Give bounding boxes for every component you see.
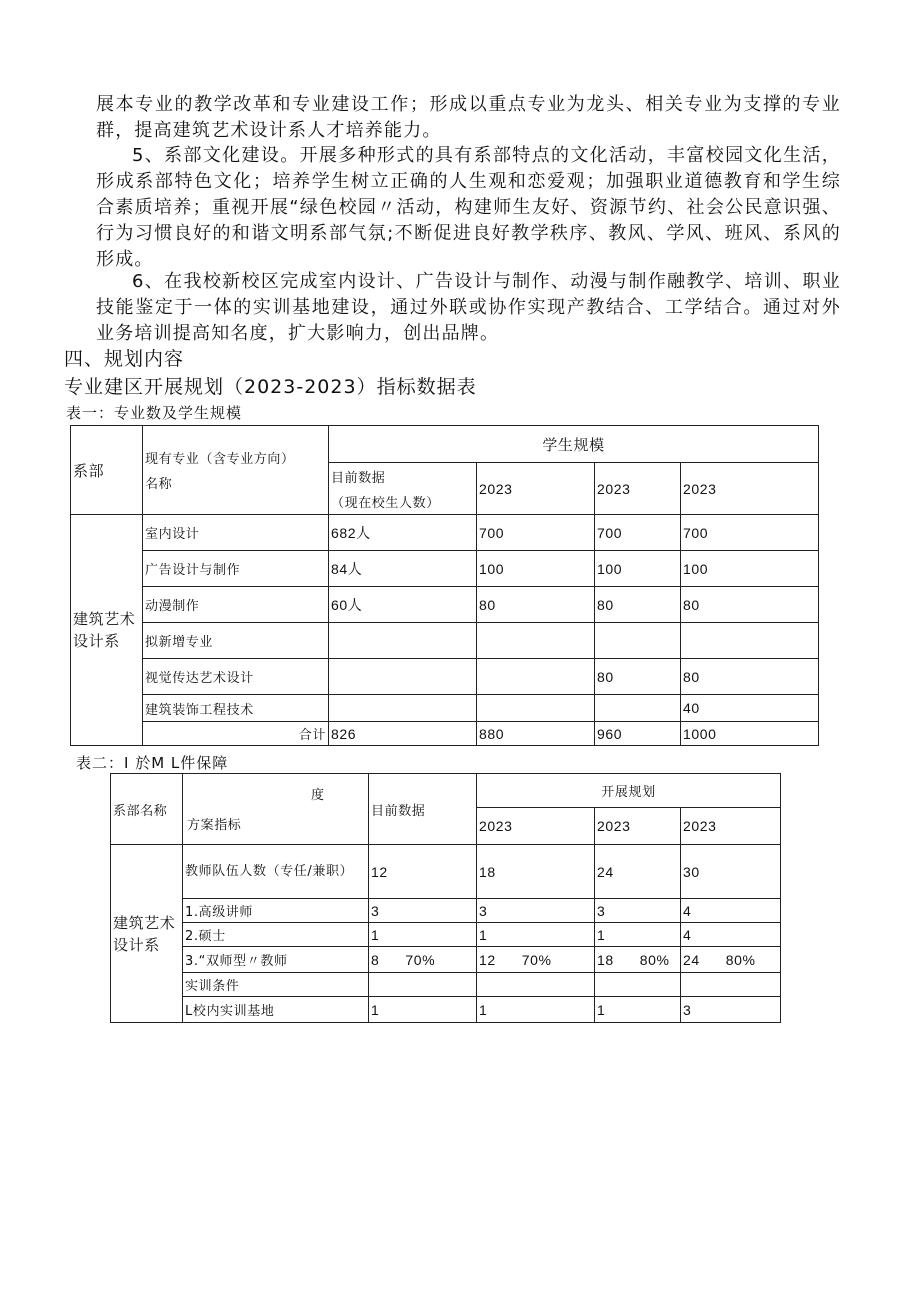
table-row (71, 659, 819, 695)
table-row (71, 623, 819, 659)
diag-top-label: 度 (311, 788, 325, 803)
year-value: 24 (595, 845, 681, 899)
current-value (329, 695, 477, 722)
year-value: 100 (595, 551, 681, 587)
indicator-name: 3.“双师型〃教师 (183, 947, 369, 973)
year-value: 80 (595, 587, 681, 623)
table-row (111, 845, 781, 899)
year-value: 1 (595, 997, 681, 1023)
major-name: 建筑装饰工程技术 (143, 695, 329, 722)
count-value: 18 (597, 951, 614, 968)
table-row-total (71, 722, 819, 746)
current-header-line1: 目前数据 (331, 470, 386, 486)
table1-caption: 表一：专业数及学生规模 (66, 404, 243, 422)
total-year-value: 880 (477, 722, 595, 746)
year-header: 2023 (681, 808, 781, 845)
table-row (71, 515, 819, 551)
year-value: 100 (681, 551, 819, 587)
year-header: 2023 (477, 808, 595, 845)
table-row (71, 551, 819, 587)
table-row (71, 587, 819, 623)
year-value (681, 947, 781, 973)
current-value: 1 (369, 923, 477, 947)
student-scale-header: 学生规模 (329, 426, 819, 463)
year-value: 1 (477, 923, 595, 947)
current-value: 84人 (329, 551, 477, 587)
dept-header: 系部名称 (111, 774, 183, 845)
year-value (477, 947, 595, 973)
year-value (595, 947, 681, 973)
major-header-line1: 现有专业（含专业方向） (145, 452, 295, 467)
table-row (111, 774, 781, 808)
table-heading: 专业建区开展规划（2023-2023）指标数据表 (64, 376, 477, 398)
year-value: 1 (477, 997, 595, 1023)
current-value: 60人 (329, 587, 477, 623)
section-heading: 四、规划内容 (64, 348, 185, 370)
major-name: 动漫制作 (143, 587, 329, 623)
total-current: 826 (329, 722, 477, 746)
year-value (595, 695, 681, 722)
table-row (71, 695, 819, 722)
major-name: 视觉传达艺术设计 (143, 659, 329, 695)
year-value: 700 (477, 515, 595, 551)
year-value: 40 (681, 695, 819, 722)
percent-value: 70% (521, 951, 552, 968)
year-value: 3 (681, 997, 781, 1023)
year-header: 2023 (595, 808, 681, 845)
table-row (111, 947, 781, 973)
year-value: 700 (595, 515, 681, 551)
indicator-name: 2.硕士 (183, 923, 369, 947)
year-value: 4 (681, 923, 781, 947)
current-data-header: 目前数据 (369, 774, 477, 845)
diag-bottom-label: 方案指标 (187, 818, 242, 833)
year-value (477, 695, 595, 722)
year-value: 700 (681, 515, 819, 551)
year-header: 2023 (595, 463, 681, 515)
count-value: 24 (683, 951, 700, 968)
year-value (477, 659, 595, 695)
major-name: 室内设计 (143, 515, 329, 551)
year-value: 18 (477, 845, 595, 899)
current-data-header (329, 463, 477, 515)
table2-caption: 表二：I 於M L件保障 (76, 754, 229, 772)
current-value: 3 (369, 899, 477, 923)
current-value (329, 659, 477, 695)
year-header: 2023 (681, 463, 819, 515)
indicator-header (183, 774, 369, 845)
year-value: 80 (681, 659, 819, 695)
table-row (111, 899, 781, 923)
percent-value: 70% (405, 951, 436, 968)
percent-value: 80% (725, 951, 756, 968)
table-row (111, 997, 781, 1023)
year-value: 30 (681, 845, 781, 899)
current-value (369, 973, 477, 997)
dept-header: 系部 (71, 426, 143, 515)
indicator-name: 1.高级讲师 (183, 899, 369, 923)
current-value: 12 (369, 845, 477, 899)
table-row (71, 426, 819, 463)
current-value (329, 623, 477, 659)
indicator-name: 教师队伍人数（专任/兼职） (183, 845, 369, 899)
paragraph-2: 5、系部文化建设。开展多种形式的具有系部特点的文化活动，丰富校园文化生活，形成系部特色文化；培养学生树立正确的人生观和恋爱观；加强职业道德教育和学生综合素质培养；重视开展“绿色校园〃活动，构建师生友好、资源节约、社会公民意识强、行为习惯良好的和谐文明系部气氛;不断促进良好教学秩序、教风、学风、班风、系风的形成。 (96, 145, 841, 270)
total-year-value: 960 (595, 722, 681, 746)
major-name: 拟新增专业 (143, 623, 329, 659)
indicator-name: 实训条件 (183, 973, 369, 997)
indicator-name: L校内实训基地 (183, 997, 369, 1023)
current-value: 1 (369, 997, 477, 1023)
percent-value: 80% (639, 951, 670, 968)
student-scale-table (70, 425, 819, 746)
year-value: 80 (595, 659, 681, 695)
year-value: 80 (681, 587, 819, 623)
current-value: 682人 (329, 515, 477, 551)
major-header (143, 426, 329, 515)
major-header-line2: 名称 (145, 477, 173, 492)
year-value (681, 973, 781, 997)
count-value: 8 (371, 951, 380, 968)
year-value (477, 973, 595, 997)
teaching-conditions-table (110, 773, 781, 1023)
table-row (111, 923, 781, 947)
plan-header: 开展规划 (477, 774, 781, 808)
year-value: 100 (477, 551, 595, 587)
year-value (595, 623, 681, 659)
count-value: 12 (479, 951, 496, 968)
year-value: 80 (477, 587, 595, 623)
dept-name: 建筑艺术设计系 (71, 515, 143, 746)
paragraph-1: 展本专业的教学改革和专业建设工作；形成以重点专业为龙头、相关专业为支撑的专业群，提高建筑艺术设计系人才培养能力。 (96, 94, 841, 141)
year-value: 3 (477, 899, 595, 923)
year-value: 1 (595, 923, 681, 947)
year-value (595, 973, 681, 997)
table-row (111, 973, 781, 997)
year-value (477, 623, 595, 659)
paragraph-3: 6、在我校新校区完成室内设计、广告设计与制作、动漫与制作融教学、培训、职业技能鉴定于一体的实训基地建设，通过外联或协作实现产教结合、工学结合。通过对外业务培训提高知名度，扩大影响力，创出品牌。 (96, 271, 841, 344)
major-name: 广告设计与制作 (143, 551, 329, 587)
total-year-value: 1000 (681, 722, 819, 746)
year-header: 2023 (477, 463, 595, 515)
year-value: 3 (595, 899, 681, 923)
year-value (681, 623, 819, 659)
dept-name: 建筑艺术设计系 (111, 845, 183, 1023)
current-header-line2: （现在校生人数） (331, 495, 440, 511)
year-value: 4 (681, 899, 781, 923)
current-value (369, 947, 477, 973)
total-label: 合计 (143, 722, 329, 746)
